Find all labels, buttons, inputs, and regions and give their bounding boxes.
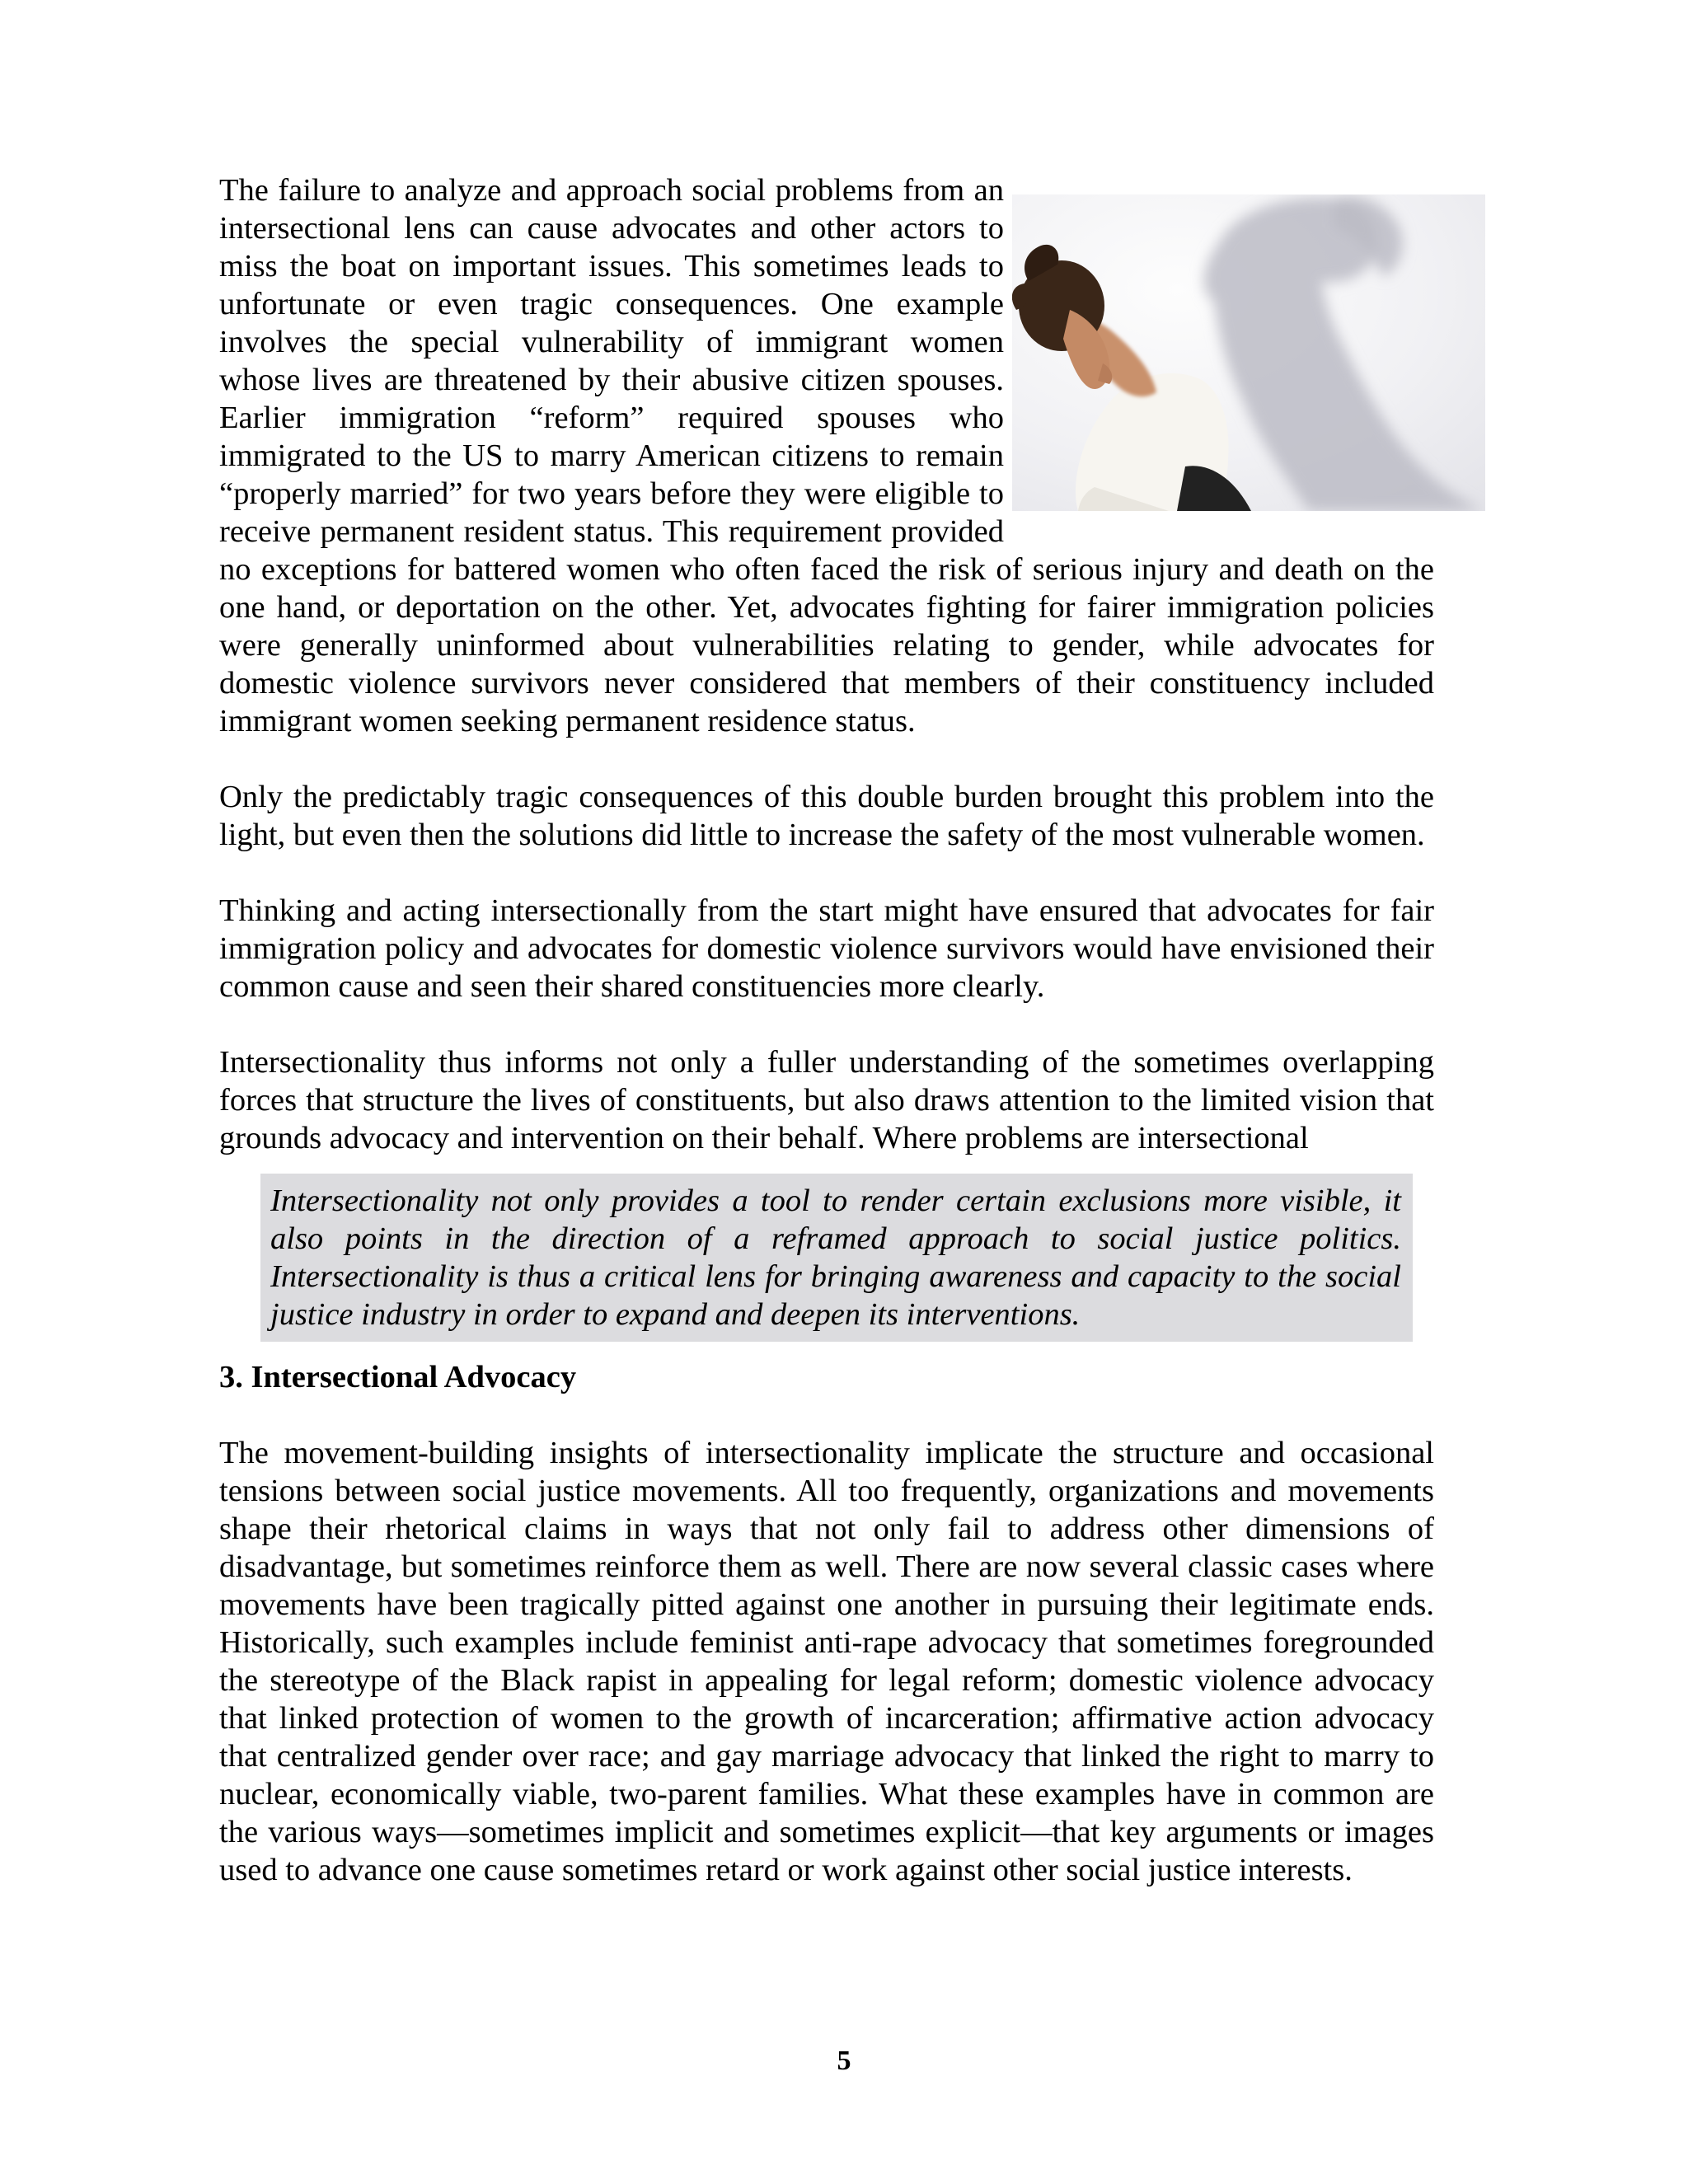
paragraph-1-text: The failure to analyze and approach social problems from an intersectional lens can cause advocates and other actors to miss the boat on important issues. This sometimes leads to unfortunate or even tragic consequences. One example involves the special vulnerability of immigrant women whose lives are threatened by their abusive citizen spouses. Earlier immigration “reform” required spouses who immigrated to the US to marry American citizens to remain “properly married” for two years before they were eligible to receive permanent resident status. This requirement provided no exceptions for battered women who often faced the risk of serious injury and death on the one hand, or deportation on the other. Yet, advocates fighting for fairer immigration policies were generally uninformed about vulnerabilities relating to gender, while advocates for domestic violence survivors never considered that members of their constituency included immigrant women seeking permanent residence status. <box>219 173 1434 738</box>
paragraph-5: The movement-building insights of intersectionality implicate the structure and occasional tensions between social justice movements. All too frequently, organizations and movements shape their rhetorical claims in ways that not only fail to address other dimensions of disadvantage, but sometimes reinforce them as well. There are now several classic cases where movements have been tragically pitted against one another in pursuing their legitimate ends. Historically, such examples include feminist anti-rape advocacy that sometimes foregrounded the stereotype of the Black rapist in appealing for legal reform; domestic violence advocacy that linked protection of women to the growth of incarceration; affirmative action advocacy that centralized gender over race; and gay marriage advocacy that linked the right to marry to nuclear, economically viable, two-parent families. What these examples have in common are the various ways—sometimes implicit and sometimes explicit—that key arguments or images used to advance one cause sometimes retard or work against other social justice interests. <box>219 1436 1434 1887</box>
photo-illustration <box>1012 194 1485 511</box>
photo-woman-shadow <box>1012 194 1485 511</box>
page-number: 5 <box>837 2046 851 2076</box>
paragraph-2: Only the predictably tragic consequences of this double burden brought this problem into the light, but even then the solutions did little to increase the safety of the most vulnerable women. <box>219 780 1434 852</box>
callout-box: Intersectionality not only provides a tool to render certain exclusions more visible, it also points in the direction of a reframed approach to social justice politics. Intersectionality is thus a critical lens for bringing awareness and capacity to the social justice industry in order to expand and deepen its interventions. <box>260 1174 1413 1342</box>
section-heading: 3. Intersectional Advocacy <box>219 1360 577 1394</box>
paragraph-4: Intersectionality thus informs not only a fuller understanding of the sometimes overlapping forces that structure the lives of constituents, but also draws attention to the limited vision that grounds advocacy and intervention on their behalf. Where problems are intersectional <box>219 1045 1434 1155</box>
paragraph-1 <box>219 171 1434 740</box>
paragraph-3: Thinking and acting intersectionally from the start might have ensured that advocates for fair immigration policy and advocates for domestic violence survivors would have envisioned their common cause and seen their shared constituencies more clearly. <box>219 893 1434 1004</box>
page-content <box>219 171 1434 1927</box>
